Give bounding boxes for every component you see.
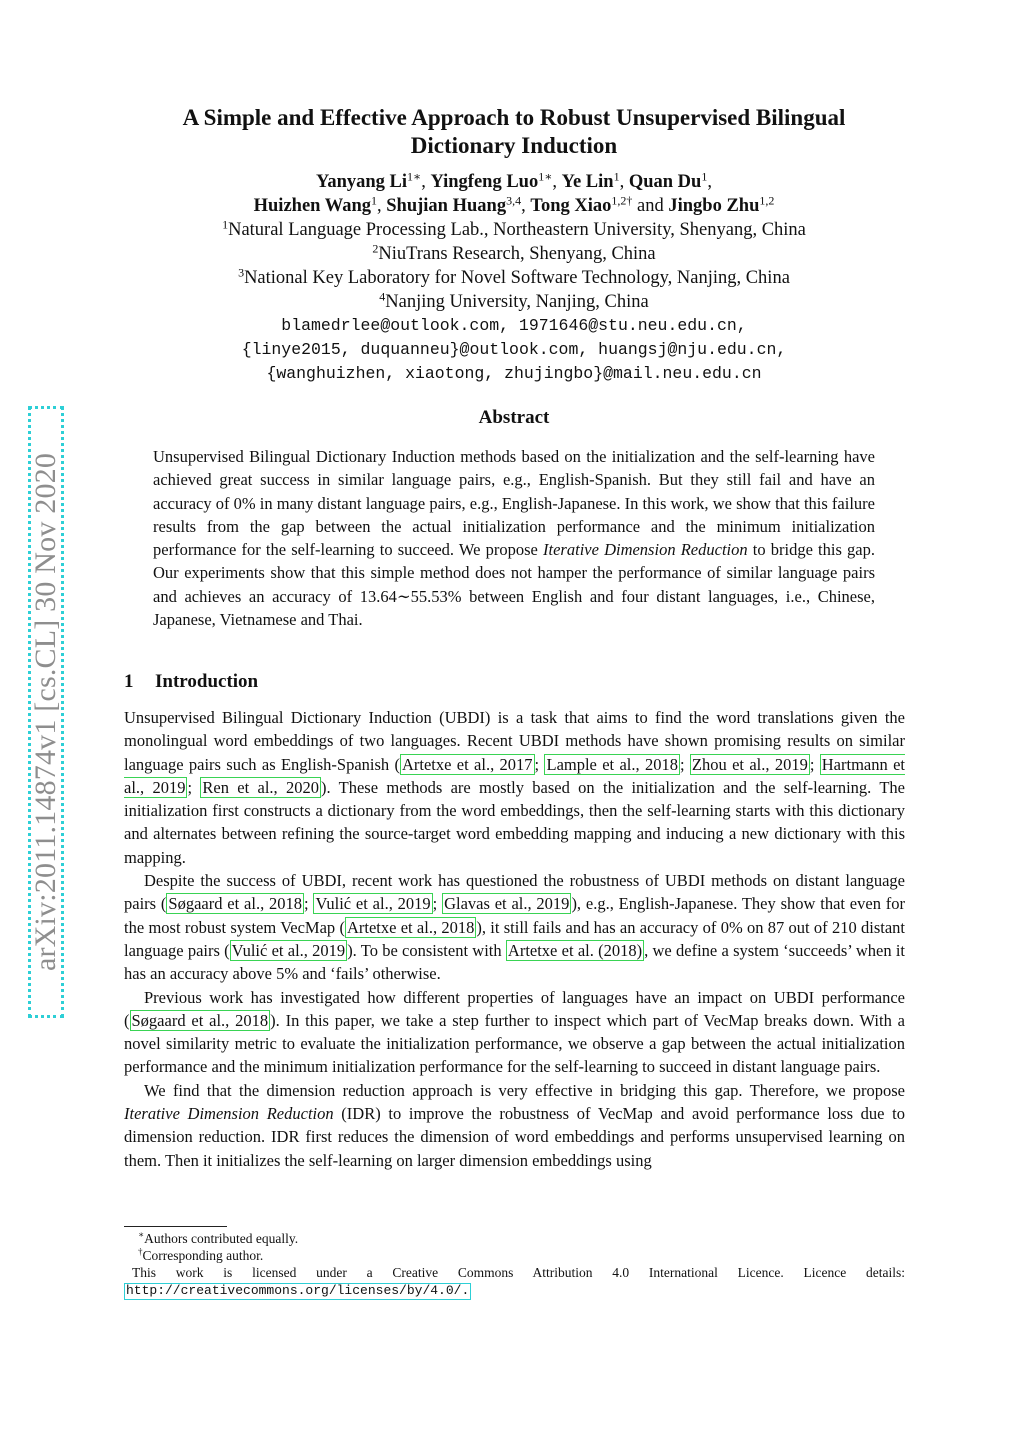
author-line-1: Yanyang $Li^{1∗}$, Yingfeng Luo$^{1∗}$, Ye Lin$^1$, Quan Du$^1$, (316, 169, 712, 192)
citation-link[interactable]: Glavas et al., 2019 (444, 894, 570, 914)
affiliation-text: NiuTrans Research, Shenyang, China (378, 244, 656, 264)
citation-link[interactable]: Hartmann et al., 2019 (124, 754, 905, 797)
footnote-mark: ∗ (138, 1229, 145, 1240)
paragraph (124, 869, 905, 985)
text-run: ; (679, 754, 690, 774)
author-name: Shujian Huang (386, 196, 507, 216)
citation-link[interactable]: Artetxe et al., 2017 (401, 754, 533, 774)
citation-link[interactable]: Vulić et al., 2019 (231, 940, 346, 960)
citation-link[interactable]: Vulić et al., 2019 (315, 894, 431, 914)
text-run: ). In this paper, we take a step further to inspect which part of VecMap breaks down. With a novel similarity metric to evaluate the initialization performance, we observe a gap between the actual initialization performance and the minimum initialization performance for the self-learning to succeed in distant language pairs. (124, 1010, 905, 1077)
affiliation (130, 242, 898, 266)
section-title: Introduction (155, 671, 259, 692)
email-line: blamedrlee@outlook.com, 1971646@stu.neu.edu.cn, (281, 316, 747, 335)
licence-url-link[interactable]: http://creativecommons.org/licenses/by/4.0/. (126, 1283, 470, 1298)
affiliation-sup: 2 (372, 241, 379, 256)
author-name: Tong Xiao (530, 196, 612, 216)
author-block (130, 170, 898, 386)
author-name: Yingfeng Luo (430, 172, 539, 192)
text-run: Unsupervised Bilingual Dictionary Induction (UBDI) is a task that aims to find the word translations given the monolingual word embeddings of two languages. Recent UBDI methods have shown promising results on similar language pairs such as English-Spanish ( (124, 708, 905, 774)
text-run: ; (809, 754, 820, 774)
footnote-divider (124, 1226, 227, 1227)
citation-link[interactable]: Artetxe et al. (2018) (507, 940, 643, 960)
arxiv-identifier: arXiv:2011.14874v1 [cs.CL] 30 Nov 2020 (29, 452, 62, 972)
affiliation-text: Nanjing University, Nanjing, China (385, 292, 649, 312)
licence-note: This work is licensed under a Creative Commons Attribution 4.0 International Licence. Licence details: (132, 1265, 905, 1280)
author-sup: 1∗ (538, 169, 553, 184)
citation-link[interactable]: Artetxe et al., 2018 (346, 917, 475, 937)
citation-link[interactable]: Søgaard et al., 2018 (131, 1010, 269, 1030)
affiliation-text: Natural Language Processing Lab., Northeastern University, Shenyang, China (228, 220, 806, 240)
author-name: Ye Lin (561, 172, 614, 192)
author-and: and (637, 196, 664, 216)
author-sup: 1,2† (611, 193, 633, 208)
author-sup: 1,2 (759, 193, 775, 208)
affiliation-text: National Key Laboratory for Novel Software Technology, Nanjing, China (244, 268, 790, 288)
affiliation-sup: 4 (379, 289, 386, 304)
footnote (124, 1230, 905, 1247)
email-line: {linye2015, duquanneu}@outlook.com, huangsj@nju.edu.cn, (241, 340, 787, 359)
citation-link[interactable]: Zhou et al., 2019 (691, 754, 808, 774)
text-run: ; (432, 894, 443, 914)
abstract-heading: Abstract (478, 407, 550, 428)
affiliation-sup: 1 (222, 217, 229, 232)
text-run: ; (187, 777, 201, 797)
text-run: We find that the dimension reduction approach is very effective in bridging this gap. Therefore, we propose (144, 1080, 905, 1100)
paper-title-line-1: A Simple and Effective Approach to Robust Unsupervised Bilingual (182, 105, 846, 130)
citation-link[interactable]: Ren et al., 2020 (202, 777, 319, 797)
citation-link[interactable]: Lample et al., 2018 (546, 754, 678, 774)
author-name: Yanyang Li (316, 172, 408, 192)
paragraph (124, 986, 905, 1079)
section-number: 1 (124, 671, 134, 692)
text-run: (IDR) to improve the robustness of VecMap and avoid performance loss due to dimension reduction. IDR first reduces the dimension of word embeddings and performs unsupervised learning on them. Then it initializes the self-learning on larger dimension embeddings using (124, 1104, 905, 1170)
text-run: ; (534, 754, 545, 774)
footnote-mark: † (138, 1246, 143, 1257)
author-name: Quan Du (628, 172, 702, 192)
affiliation-sup: 3 (238, 265, 245, 280)
footnote-text: Authors contributed equally. (144, 1231, 299, 1246)
author-name: Jingbo Zhu (668, 196, 760, 216)
email-line: {wanghuizhen, xiaotong, zhujingbo}@mail.neu.edu.cn (266, 364, 762, 383)
introduction-body (124, 706, 905, 1172)
paper-title (130, 104, 898, 160)
abstract-emphasis: Iterative Dimension Reduction (543, 540, 748, 560)
author-line-2: Huizhen Wang$^1$, Shujian Huang$^{3,4}$, Tong Xiao$^{1,2\dagger}$ and Jingbo Zhu$^{1,2}$ (253, 193, 775, 216)
paragraph (124, 706, 905, 869)
abstract-text-part: to bridge this gap. Our experiments show that this simple method does not hamper the performance of similar language pairs and achieves an accuracy of 13.64∼55.53% between English and four distant languages, i.e., Chinese, Japanese, Vietnamese and Thai. (153, 540, 875, 630)
emphasis-text: Iterative Dimension Reduction (124, 1104, 334, 1124)
affiliation (130, 290, 898, 314)
text-run: Despite the success of UBDI, recent work has questioned the robustness of UBDI methods on distant language pairs ( (124, 871, 905, 914)
citation-link[interactable]: Søgaard et al., 2018 (168, 894, 303, 914)
affiliation (130, 218, 898, 242)
author-sup: 1∗ (407, 169, 422, 184)
text-run: ), it still fails and has an accuracy of 0% on 87 out of 210 distant language pairs ( (124, 917, 906, 960)
author-sup: 3,4 (506, 193, 522, 208)
text-run: ), e.g., English-Japanese. They show that even for the most robust system VecMap ( (124, 894, 906, 937)
text-run: ). These methods are mostly based on the initialization and the self-learning. The initialization first constructs a dictionary from the word embeddings, then the self-learning starts with this dictionary and alternates between refining the source-target word embedding mapping and inducing a new dictionary with this mapping. (124, 777, 905, 867)
abstract-text-part: Unsupervised Bilingual Dictionary Induction methods based on the initialization and the self-learning have achieved great success in similar language pairs, e.g., English-Spanish. But they still fail and have an accuracy of 0% in many distant language pairs, e.g., English-Japanese. In this work, we show that this failure results from the gap between the actual initialization performance and the minimum initialization performance for the self-learning to succeed. We propose (153, 447, 875, 560)
footnote (124, 1247, 905, 1264)
author-sup: 1 (371, 193, 378, 208)
paragraph (124, 1079, 905, 1172)
author-sup: 1 (613, 169, 620, 184)
paper-title-line-2: Dictionary Induction (410, 133, 618, 158)
footnotes (124, 1230, 905, 1300)
text-run: ; (304, 894, 314, 914)
footnote-text: Corresponding author. (142, 1248, 264, 1263)
section-heading (124, 671, 258, 693)
text-run: , we define a system ‘succeeds’ when it has an accuracy above 5% and ‘fails’ otherwise. (124, 940, 906, 984)
author-name: Huizhen Wang (253, 196, 372, 216)
arxiv-sidebar-stamp (28, 406, 64, 1018)
author-sup: 1 (701, 169, 708, 184)
affiliation (130, 266, 898, 290)
abstract-text (153, 445, 875, 631)
text-run: ). To be consistent with (347, 940, 506, 960)
text-run: Previous work has investigated how different properties of languages have an impact on UBDI performance ( (124, 987, 905, 1030)
